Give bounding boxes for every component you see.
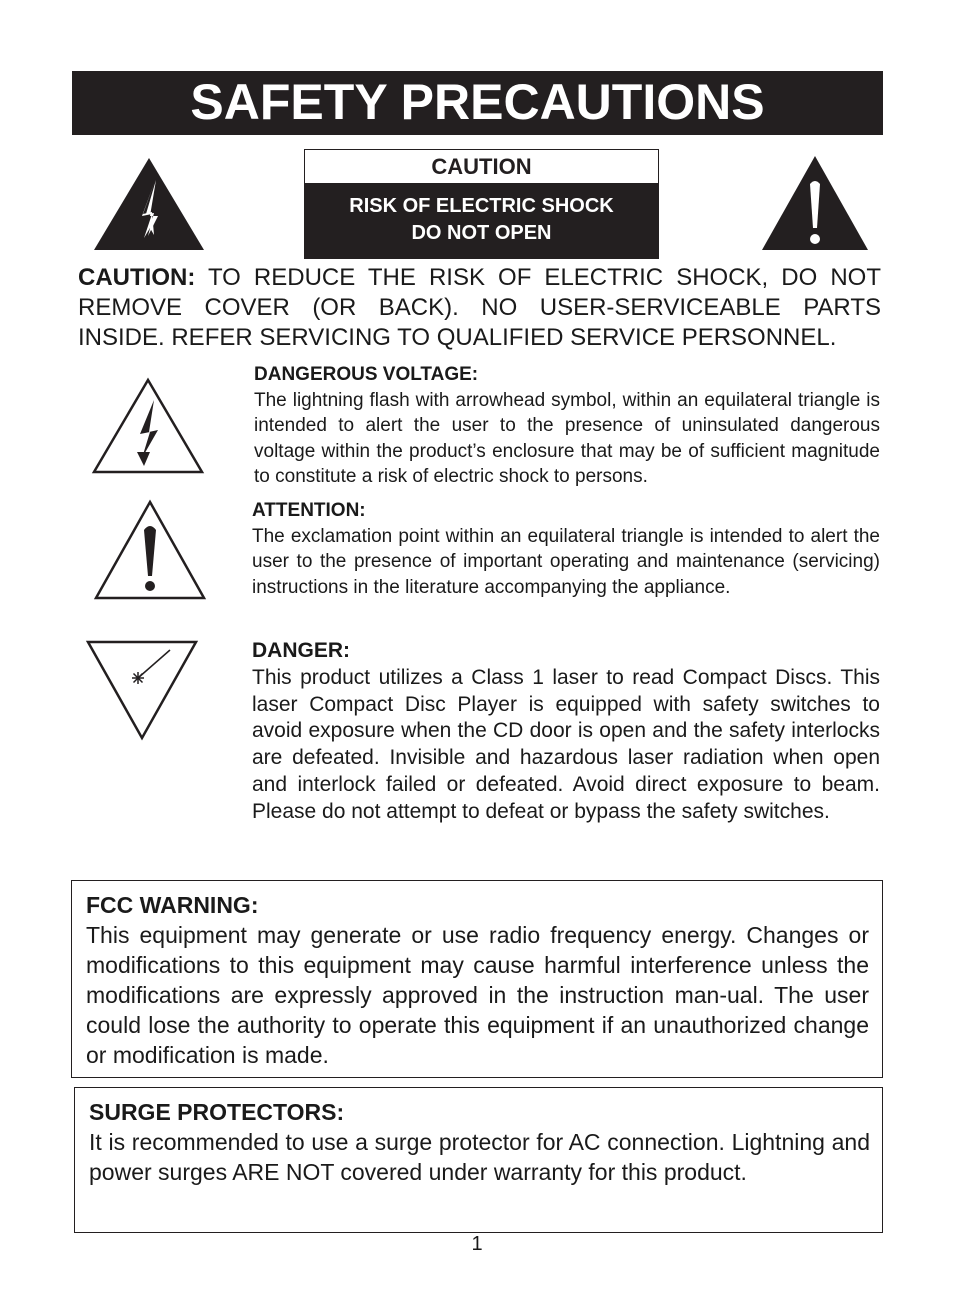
caution-statement [78, 263, 881, 353]
exclamation-triangle-outline-icon [94, 500, 206, 600]
danger-text: This product utilizes a Class 1 laser to read Compact Discs. This laser Compact Disc Player is equipped with safety switches to avoid exposure when the CD door is open and the safety interlocks are defeated. Invisible and hazardous laser radiation when open and interlock failed or defeated. Avoid direct exposure to beam. Please do not attempt to defeat or bypass the safety switches. [252, 665, 880, 823]
danger-section [252, 638, 880, 826]
caution-statement-line1: TO REDUCE THE RISK OF ELECTRIC SHOCK, DO NOT [195, 264, 881, 291]
page-title: SAFETY PRECAUTIONS [72, 71, 883, 135]
laser-warning-icon [86, 640, 198, 740]
attention-text: The exclamation point within an equilateral triangle is intended to alert the user to the presence of important operating and maintenance (servicing) instructions in the literature accompanying the appliance. [252, 525, 880, 598]
exclamation-triangle-icon [760, 154, 870, 252]
caution-label [304, 149, 659, 259]
fcc-warning-heading: FCC WARNING: [86, 892, 259, 918]
caution-label-line2: DO NOT OPEN [411, 222, 552, 244]
fcc-warning-content [86, 890, 869, 1070]
dangerous-voltage-section [254, 362, 880, 490]
surge-protectors-text: It is recommended to use a surge protector for AC connection. Lightning and power surges ARE NOT covered under warranty for this product. [89, 1129, 870, 1185]
caution-statement-lead: CAUTION: [78, 264, 196, 291]
page-number: 1 [471, 1233, 483, 1255]
fcc-warning-box [71, 880, 883, 1078]
dangerous-voltage-heading: DANGEROUS VOLTAGE: [254, 364, 479, 385]
caution-statement-line2: REMOVE COVER (OR BACK). NO USER-SERVICEABLE PARTS [78, 294, 881, 321]
lightning-triangle-icon [92, 156, 206, 251]
caution-label-line1: RISK OF ELECTRIC SHOCK [349, 195, 614, 217]
lightning-triangle-outline-icon [92, 378, 204, 474]
surge-protectors-content [89, 1097, 870, 1187]
caution-statement-line3: INSIDE. REFER SERVICING TO QUALIFIED SERVICE PERSONNEL. [78, 324, 837, 351]
fcc-warning-text: This equipment may generate or use radio frequency energy. Changes or modifications to this equipment may cause harmful interference unless the modifications are expressly approved in the instruction man-ual. The user could lose the authority to operate this equipment if an unauthorized change or modification is made. [86, 922, 869, 1068]
attention-section [252, 498, 880, 600]
dangerous-voltage-text: The lightning flash with arrowhead symbol, within an equilateral triangle is intended to alert the user to the presence of uninsulated dangerous voltage within the product’s enclosure that may be of sufficient magnitude to constitute a risk of electric shock to persons. [254, 389, 880, 487]
surge-protectors-box [74, 1087, 883, 1233]
caution-label-head: CAUTION [431, 154, 532, 179]
danger-heading: DANGER: [252, 639, 350, 662]
caution-label-body [305, 183, 658, 258]
surge-protectors-heading: SURGE PROTECTORS: [89, 1099, 345, 1125]
attention-heading: ATTENTION: [252, 500, 366, 521]
